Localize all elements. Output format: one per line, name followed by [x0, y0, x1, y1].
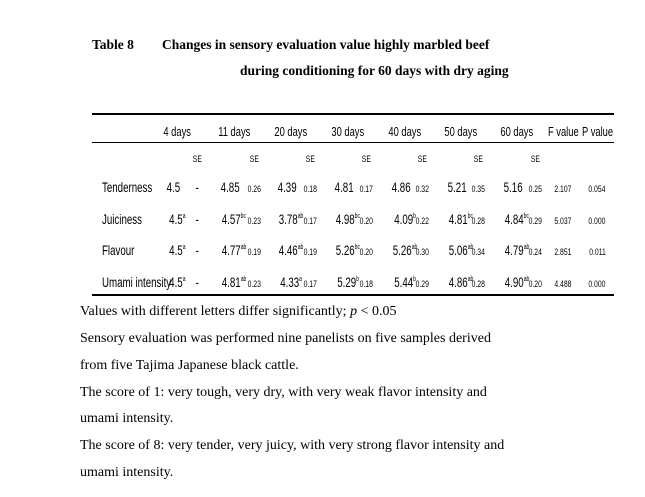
- table-cell-value: [222, 275, 247, 290]
- significance-letter: b: [413, 212, 416, 220]
- table-cell-value: [394, 212, 416, 227]
- value-text: 4.5: [168, 242, 183, 258]
- se-value: 0.29: [415, 278, 429, 290]
- se-value: 0.20: [359, 215, 373, 227]
- table-number: Table 8: [92, 37, 134, 52]
- se-value: -: [195, 211, 199, 227]
- sensory-table: [92, 115, 614, 295]
- se-value: 0.17: [303, 215, 317, 227]
- value-text: 4.86: [448, 274, 468, 290]
- value-text: 4.46: [278, 242, 298, 258]
- note-line-7: umami intensity.: [80, 465, 174, 480]
- table-cell-value: [278, 180, 297, 195]
- table-cell-value: [169, 275, 185, 290]
- table-cell-value: [280, 275, 302, 290]
- table-cell-value: [505, 243, 530, 258]
- se-value: 0.17: [359, 183, 373, 195]
- note-significance: [80, 304, 396, 320]
- significance-letter: ab: [240, 243, 247, 251]
- se-value: -: [195, 274, 199, 290]
- p-value: 0.054: [588, 183, 606, 195]
- table-cell-value: [169, 212, 185, 227]
- table-cell-value: [394, 275, 416, 290]
- se-value: 0.30: [415, 246, 429, 258]
- table-cell-value: [222, 212, 246, 227]
- se-value: 0.28: [471, 278, 485, 290]
- se-header: SE: [473, 153, 483, 165]
- se-value: 0.20: [359, 246, 373, 258]
- value-text: 5.26: [392, 242, 412, 258]
- table-cell-value: [166, 180, 180, 195]
- value-text: 4.81: [334, 179, 354, 195]
- se-value: 0.19: [303, 246, 317, 258]
- note-significance-prefix: Values with different letters differ significantly;: [80, 304, 351, 319]
- value-text: 5.16: [503, 179, 523, 195]
- table-cell-value: [504, 180, 523, 195]
- significance-letter: bc: [240, 212, 246, 220]
- table-title: [92, 37, 489, 53]
- se-header: SE: [361, 153, 371, 165]
- row-label: Tenderness: [102, 179, 153, 195]
- se-value: -: [195, 179, 199, 195]
- significance-letter: bc: [467, 212, 473, 220]
- value-text: 4.09: [394, 211, 414, 227]
- significance-letter: ab: [411, 243, 418, 251]
- table-cell-value: [335, 180, 354, 195]
- value-text: 4.5: [166, 179, 180, 195]
- se-header: SE: [249, 153, 259, 165]
- value-text: 4.33: [280, 274, 300, 290]
- se-value: 0.29: [528, 215, 542, 227]
- p-value: 0.000: [588, 278, 606, 290]
- value-text: 5.21: [447, 179, 467, 195]
- significance-letter: a: [182, 243, 186, 251]
- se-header: SE: [530, 153, 540, 165]
- significance-letter: bc: [354, 243, 360, 251]
- significance-letter: bc: [523, 212, 529, 220]
- value-text: 3.78: [278, 211, 298, 227]
- significance-letter: ab: [297, 243, 304, 251]
- table-cell-value: [448, 180, 467, 195]
- value-text: 4.81: [448, 211, 468, 227]
- significance-letter: ab: [467, 275, 474, 283]
- note-line-3: from five Tajima Japanese black cattle.: [80, 358, 299, 373]
- column-header: 30 days: [331, 123, 365, 139]
- column-header: 20 days: [274, 123, 308, 139]
- value-text: 5.26: [335, 242, 355, 258]
- value-text: 4.5: [168, 211, 183, 227]
- significance-letter: b: [356, 275, 359, 283]
- table-cell-value: [279, 243, 304, 258]
- note-line-5: umami intensity.: [80, 411, 174, 426]
- column-header: F value: [547, 123, 579, 139]
- value-text: 5.29: [337, 274, 357, 290]
- table-cell-value: [505, 212, 529, 227]
- value-text: 4.79: [504, 242, 524, 258]
- row-label: Umami intensity: [102, 274, 172, 290]
- p-value: 0.000: [588, 215, 606, 227]
- table-title-line-1: Changes in sensory evaluation value highly marbled beef: [162, 37, 490, 52]
- se-header: SE: [305, 153, 315, 165]
- se-value: 0.23: [247, 215, 261, 227]
- table-cell-value: [337, 275, 359, 290]
- column-header: 4 days: [163, 123, 191, 139]
- column-header: 40 days: [388, 123, 422, 139]
- se-value: 0.18: [303, 183, 317, 195]
- se-value: 0.26: [247, 183, 261, 195]
- value-text: 4.86: [391, 179, 411, 195]
- se-value: 0.17: [303, 278, 317, 290]
- table-cell-value: [221, 180, 240, 195]
- se-value: 0.32: [415, 183, 429, 195]
- significance-letter: ab: [240, 275, 247, 283]
- se-value: 0.19: [247, 246, 261, 258]
- value-text: 4.90: [504, 274, 524, 290]
- value-text: 4.81: [221, 274, 241, 290]
- f-value: 2.107: [554, 183, 572, 195]
- column-header: P value: [581, 123, 613, 139]
- se-value: 0.28: [471, 215, 485, 227]
- table-cell-value: [279, 212, 304, 227]
- se-value: 0.23: [247, 278, 261, 290]
- se-value: 0.25: [528, 183, 542, 195]
- significance-letter: a: [182, 275, 186, 283]
- f-value: 5.037: [554, 215, 572, 227]
- f-value: 4.488: [554, 278, 572, 290]
- table-cell-value: [222, 243, 247, 258]
- se-value: 0.24: [528, 246, 542, 258]
- se-value: 0.18: [359, 278, 373, 290]
- table-title-line-2: during conditioning for 60 days with dry aging: [240, 63, 509, 78]
- note-p-symbol: p: [350, 304, 358, 319]
- column-header: 60 days: [500, 123, 534, 139]
- row-label: Juiciness: [102, 211, 142, 227]
- value-text: 4.57: [221, 211, 241, 227]
- value-text: 4.84: [504, 211, 524, 227]
- significance-letter: bc: [354, 212, 360, 220]
- se-value: -: [195, 242, 199, 258]
- table-cell-value: [336, 212, 360, 227]
- se-value: 0.34: [471, 246, 485, 258]
- table-cell-value: [336, 243, 360, 258]
- significance-letter: ab: [467, 243, 474, 251]
- se-header: SE: [192, 153, 202, 165]
- value-text: 5.06: [448, 242, 468, 258]
- row-label: Flavour: [102, 242, 135, 258]
- note-line-4: The score of 1: very tough, very dry, with very weak flavor intensity and: [80, 385, 487, 400]
- value-text: 4.39: [277, 179, 297, 195]
- column-header: 50 days: [444, 123, 478, 139]
- value-text: 4.98: [335, 211, 355, 227]
- se-value: 0.20: [528, 278, 542, 290]
- table-cell-value: [392, 180, 411, 195]
- significance-letter: ab: [523, 243, 530, 251]
- significance-letter: b: [413, 275, 416, 283]
- se-value: 0.35: [471, 183, 485, 195]
- significance-letter: ab: [523, 275, 530, 283]
- significance-letter: ab: [297, 212, 304, 220]
- note-line-6: The score of 8: very tender, very juicy, with very strong flavor intensity and: [80, 438, 505, 453]
- table-cell-value: [449, 275, 474, 290]
- se-value: 0.22: [415, 215, 429, 227]
- value-text: 4.77: [221, 242, 241, 258]
- value-text: 4.5: [168, 274, 183, 290]
- f-value: 2.851: [554, 246, 572, 258]
- table-cell-value: [505, 275, 530, 290]
- table-cell-value: [449, 243, 474, 258]
- table-cell-value: [393, 243, 418, 258]
- column-header: 11 days: [217, 123, 250, 139]
- significance-letter: a: [299, 275, 302, 283]
- value-text: 4.85: [220, 179, 240, 195]
- table-cell-value: [169, 243, 185, 258]
- note-line-2: Sensory evaluation was performed nine panelists on five samples derived: [80, 331, 491, 346]
- value-text: 5.44: [394, 274, 414, 290]
- se-header: SE: [417, 153, 427, 165]
- significance-letter: a: [182, 212, 186, 220]
- p-value: 0.011: [588, 246, 606, 258]
- note-significance-suffix: < 0.05: [357, 304, 397, 319]
- table-cell-value: [449, 212, 473, 227]
